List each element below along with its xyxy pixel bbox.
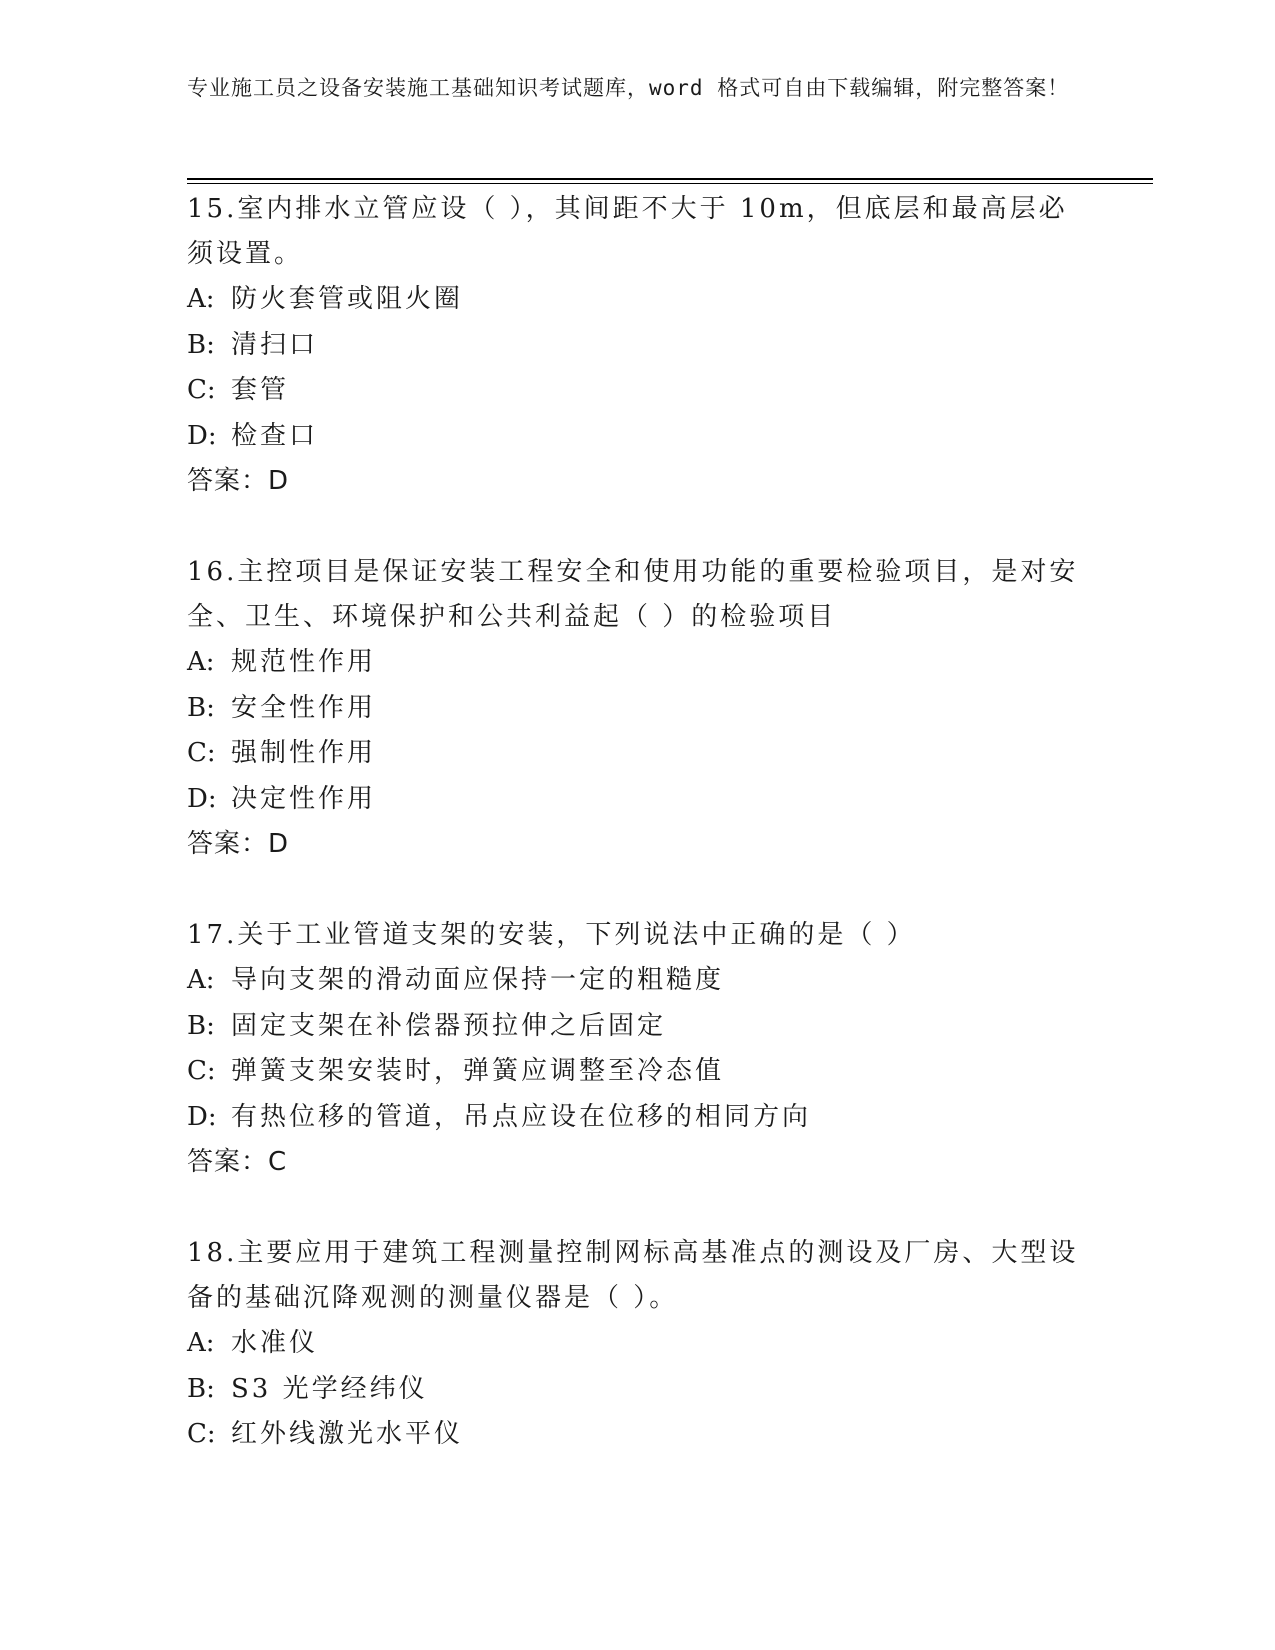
answer-line: 答案：D — [187, 466, 290, 496]
option-a — [187, 640, 1087, 686]
question-list — [187, 187, 1087, 1504]
option-text: 防火套管或阻火圈 — [231, 284, 464, 314]
option-text: S3 光学经纬仪 — [231, 1373, 428, 1404]
option-d — [187, 414, 1087, 460]
option-text: 决定性作用 — [231, 783, 377, 814]
option-letter: B: — [187, 1010, 215, 1041]
option-letter: A: — [187, 284, 215, 314]
option-letter: B: — [187, 1373, 215, 1404]
header-rule-thin — [187, 183, 1153, 184]
option-a — [187, 1321, 1087, 1367]
question-16 — [187, 550, 1087, 867]
option-b — [187, 323, 1087, 369]
question-15 — [187, 187, 1087, 504]
answer-line: 答案：C — [187, 1147, 288, 1177]
option-c — [187, 368, 1087, 414]
document-header: 专业施工员之设备安装施工基础知识考试题库，word 格式可自由下载编辑，附完整答案！ — [187, 76, 1070, 100]
option-a — [187, 277, 1087, 323]
question-stem: 16.主控项目是保证安装工程安全和使用功能的重要检验项目，是对安全、卫生、环境保护和公共利益起（ ）的检验项目 — [187, 557, 1079, 632]
option-text: 水准仪 — [231, 1328, 319, 1358]
option-b — [187, 1004, 1087, 1050]
option-letter: A: — [187, 1328, 215, 1358]
option-text: 有热位移的管道，吊点应设在位移的相同方向 — [231, 1101, 812, 1132]
option-letter: C: — [187, 738, 216, 768]
question-17 — [187, 913, 1087, 1185]
option-letter: A: — [187, 965, 215, 995]
option-c — [187, 731, 1087, 777]
answer-line: 答案：D — [187, 829, 290, 859]
option-b — [187, 1367, 1087, 1413]
option-text: 安全性作用 — [231, 692, 377, 723]
option-letter: B: — [187, 329, 215, 360]
question-stem: 15.室内排水立管应设（ ），其间距不大于 10m，但底层和最高层必须设置。 — [187, 194, 1068, 269]
option-letter: D: — [187, 783, 217, 814]
option-c — [187, 1049, 1087, 1095]
option-letter: D: — [187, 420, 217, 451]
option-letter: D: — [187, 1101, 217, 1132]
option-letter: C: — [187, 375, 216, 405]
option-text: 弹簧支架安装时，弹簧应调整至冷态值 — [231, 1056, 725, 1086]
option-d — [187, 777, 1087, 823]
option-list — [187, 277, 1087, 459]
option-text: 导向支架的滑动面应保持一定的粗糙度 — [231, 965, 725, 995]
option-letter: C: — [187, 1056, 216, 1086]
option-text: 检查口 — [231, 420, 319, 451]
option-c — [187, 1412, 1087, 1458]
option-text: 强制性作用 — [231, 738, 377, 768]
question-stem: 17.关于工业管道支架的安装，下列说法中正确的是（ ） — [187, 920, 916, 950]
option-letter: C: — [187, 1419, 216, 1449]
option-text: 清扫口 — [231, 329, 319, 360]
option-text: 固定支架在补偿器预拉伸之后固定 — [231, 1010, 667, 1041]
header-rule-thick — [187, 178, 1153, 180]
option-d — [187, 1095, 1087, 1141]
question-18 — [187, 1231, 1087, 1458]
option-letter: B: — [187, 692, 215, 723]
option-list — [187, 958, 1087, 1140]
option-list — [187, 640, 1087, 822]
option-letter: A: — [187, 647, 215, 677]
option-text: 规范性作用 — [231, 647, 377, 677]
option-text: 套管 — [231, 375, 290, 405]
question-stem: 18.主要应用于建筑工程测量控制网标高基准点的测设及厂房、大型设备的基础沉降观测的测量仪器是（ ）。 — [187, 1238, 1079, 1313]
option-b — [187, 686, 1087, 732]
option-a — [187, 958, 1087, 1004]
option-list — [187, 1321, 1087, 1458]
option-text: 红外线激光水平仪 — [231, 1419, 464, 1449]
